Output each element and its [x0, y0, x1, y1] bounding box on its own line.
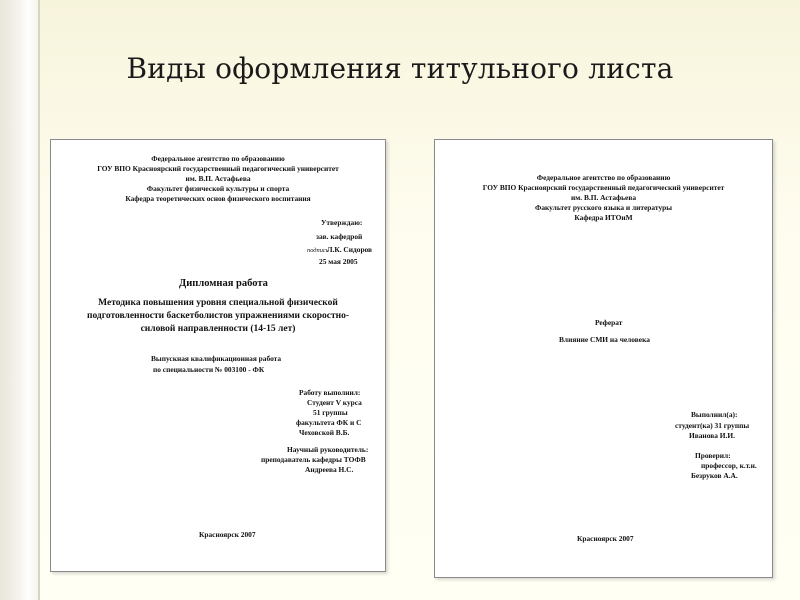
topic-line: силовой направленности (14-15 лет)	[140, 324, 296, 334]
header-line: Факультет физической культуры и спорта	[146, 184, 290, 193]
header-line: Факультет русского языка и литературы	[534, 203, 673, 212]
work-type: Реферат	[595, 318, 623, 327]
header-line: Федеральное агентство по образованию	[151, 154, 285, 163]
slide-title: Виды оформления титульного листа	[126, 52, 674, 85]
performer-line: Студент V курса	[307, 398, 362, 407]
qualification-line: по специальности № 003100 - ФК	[153, 365, 265, 374]
city-year: Красноярск 2007	[577, 534, 634, 543]
city-year: Красноярск 2007	[199, 530, 256, 539]
header-line: Кафедра теоретических основ физического воспитания	[125, 194, 311, 203]
topic-line: подготовленности баскетболистов упражнениями скоростно-	[86, 311, 350, 321]
performer-line: Работу выполнил:	[299, 388, 361, 397]
supervisor-line: Научный руководитель:	[287, 445, 369, 454]
approval-date: 25 мая 2005	[319, 257, 358, 266]
header-line: ГОУ ВПО Красноярский государственный педагогический университет	[482, 183, 725, 192]
performer-line: Выполнил(а):	[691, 410, 738, 419]
performer-line: факультета ФК и С	[296, 418, 362, 427]
qualification-line: Выпускная квалификационная работа	[151, 354, 282, 363]
approval-signature-hint: подпись	[307, 247, 329, 254]
approval-label: Утверждаю:	[321, 218, 363, 227]
decorative-edge-strip	[0, 0, 40, 600]
title-page-thesis	[50, 139, 386, 572]
supervisor-line: Андреева Н.С.	[305, 465, 354, 474]
header-line: им. В.П. Астафьева	[185, 174, 251, 183]
header-line: им. В.П. Астафьева	[570, 193, 637, 202]
title-page-essay	[434, 139, 773, 578]
checker-line: профессор, к.т.н.	[701, 461, 757, 470]
header-line: Федеральное агентство по образованию	[536, 173, 671, 182]
approval-name: Л.К. Сидоров	[327, 245, 373, 254]
essay-topic: Влияние СМИ на человека	[559, 335, 650, 344]
performer-line: 51 группы	[313, 408, 348, 417]
checker-line: Проверил:	[695, 451, 731, 460]
checker-line: Безруков А.А.	[691, 471, 738, 480]
performer-line: студент(ка) 31 группы	[675, 421, 750, 430]
approval-position: зав. кафедрой	[316, 232, 363, 241]
performer-line: Чеховской В.Б.	[299, 428, 350, 437]
supervisor-line: преподаватель кафедры ТОФВ	[261, 455, 366, 464]
work-type: Дипломная работа	[179, 278, 268, 289]
header-line: ГОУ ВПО Красноярский государственный педагогический университет	[97, 164, 339, 173]
performer-line: Иванова И.И.	[689, 431, 735, 440]
header-line: Кафедра ИТОиМ	[574, 213, 633, 222]
topic-line: Методика повышения уровня специальной физической	[98, 298, 338, 308]
decorative-edge-line	[38, 0, 40, 600]
